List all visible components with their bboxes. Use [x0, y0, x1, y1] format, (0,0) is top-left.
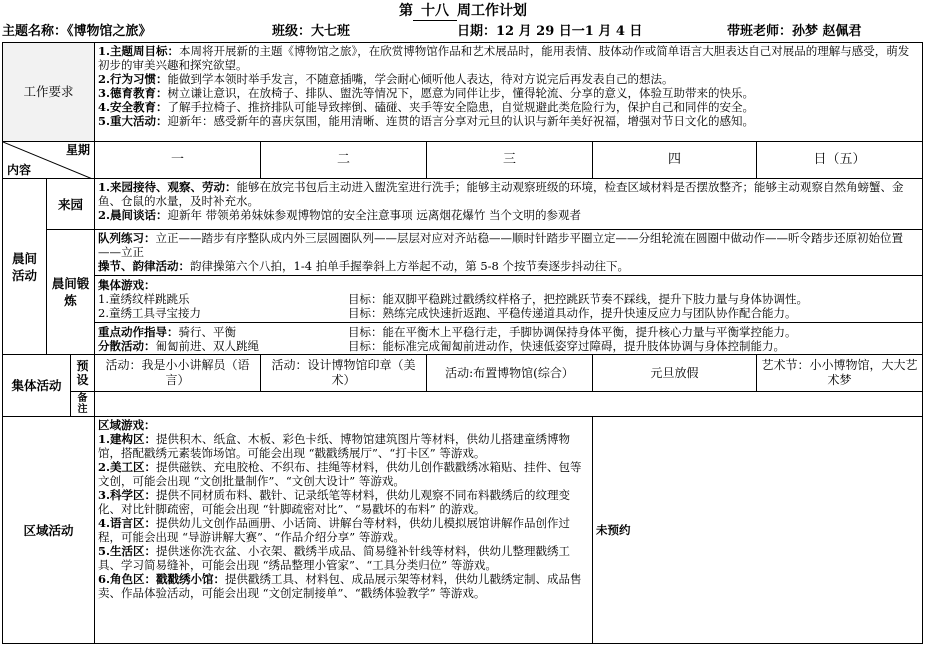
- group-notes-row: [3, 392, 923, 417]
- morning-activities-label: 晨间活动: [3, 179, 47, 355]
- rhythm-activity: 操节、韵律活动：韵律操第六个八拍，1-4 拍单手握拳斜上方举起不动，第 5-8 个按节奏逐步抖动往下。: [98, 259, 630, 273]
- arrival-label: 来园: [47, 179, 95, 230]
- day-friday: 日（五）: [757, 142, 923, 179]
- queue-practice: 队列练习：立正——踏步有序整队成内外三层圆圈队列——层层对应对齐站稳——顺时针踏步平圈立定——分组轮流在圆圈中做动作——听令踏步还原初始位置——立正: [98, 231, 904, 259]
- requirements-row: [3, 43, 923, 142]
- arrival-item: 1.来园接待、观察、劳动：能够在放完书包后主动进入盥洗室进行洗手；能够主动观察班级的环境，检查区域材料是否摆放整齐；能够主动观察自然角螃蟹、金鱼、仓鼠的水量，及时补充水。: [98, 180, 904, 208]
- arrival-item: 2.晨间谈话：迎新年 带领弟弟妹妹参观博物馆的安全注意事项 远离烟花爆竹 当个文明的参观者: [98, 208, 581, 222]
- title-suffix: 周工作计划: [457, 3, 527, 19]
- requirement-item: 3.德育教育：树立谦让意识，在放椅子、排队、盥洗等情况下，愿意为同伴让步，懂得轮流、分享的意义，体验互助带来的快乐。: [98, 86, 755, 100]
- plan-header: [2, 22, 922, 42]
- plan-table: [2, 42, 923, 644]
- notes-label: 备注: [71, 392, 95, 417]
- group-game-row: 1.童绣纹样跳跳乐 目标：能双脚平稳跳过戳绣纹样格子，把控跳跃节奏不踩线，提升下肢力量与身体协调性。: [98, 292, 809, 306]
- requirement-item: 5.重大活动：迎新年：感受新年的喜庆氛围，能用清晰、连贯的语言分享对元旦的认识与新年美好祝福，增强对节日文化的感知。: [98, 114, 755, 128]
- activity-friday: 艺术节：小小博物馆，大大艺术梦: [757, 355, 923, 392]
- area-item: 5.生活区：提供迷你洗衣盆、小衣架、戳绣半成品、简易缝补针线等材料，供幼儿整理戳绣工具、学习简易缝补，可能会出现 “绣品整理小管家”、“工具分类归位” 等游戏。: [98, 544, 571, 572]
- class-name: 班级：大七班: [272, 24, 351, 39]
- area-item: 1.建构区：提供积木、纸盒、木板、彩色卡纸、博物馆建筑图片等材料，供幼儿搭建童绣博物馆，搭配戳绣元素装饰场馆。可能会出现 “戳戳绣展厅”、“打卡区” 等游戏。: [98, 432, 571, 460]
- requirements-content: [95, 43, 923, 142]
- skill-row: 重点动作指导：骑行、平衡 目标：能在平衡木上平稳行走，手脚协调保持身体平衡，提升核心力量与平衡掌控能力。: [98, 325, 797, 339]
- requirement-item: 1.主题周目标：本周将开展新的主题《博物馆之旅》，在欣赏博物馆作品和艺术展品时，能用表情、肢体动作或简单语言大胆表达自己对展品的理解与感受，萌发初步的审美兴趣和探究欲望。: [98, 44, 910, 72]
- title-prefix: 第: [399, 3, 413, 19]
- day-thursday: 四: [593, 142, 757, 179]
- day-monday: 一: [95, 142, 261, 179]
- exercise-content: [95, 230, 923, 355]
- arrival-row: [3, 179, 923, 230]
- week-number: 十八: [413, 2, 457, 21]
- area-item: 6.角色区：戳戳绣小馆：提供戳绣工具、材料包、成品展示架等材料，供幼儿戳绣定制、成品售卖、作品体验活动，可能会出现 “文创定制接单”、“戳绣体验教学” 等游戏。: [98, 572, 582, 600]
- activity-tuesday: 活动：设计博物馆印章（美术）: [261, 355, 427, 392]
- day-tuesday: 二: [261, 142, 427, 179]
- content-label: 内容: [7, 163, 32, 177]
- weekday-header-row: [3, 142, 923, 179]
- requirement-item: 2.行为习惯：能做到学本领时举手发言，不随意插嘴，学会耐心倾听他人表达，待对方说完后再发表自己的想法。: [98, 72, 674, 86]
- activity-wednesday: 活动:布置博物馆(综合）: [427, 355, 593, 392]
- area-item: 2.美工区：提供磁铁、充电胶枪、不织布、挂绳等材料，供幼儿创作戳戳绣冰箱贴、挂件、包等文创，可能会出现 “文创批量制作”、“文创大设计” 等游戏。: [98, 460, 582, 488]
- date-range: 日期：12 月 29 日一1 月 4 日: [457, 24, 643, 39]
- arrival-content: [95, 179, 923, 230]
- area-games-title: 区域游戏：: [98, 418, 156, 432]
- requirements-label: 工作要求: [3, 43, 95, 142]
- page-title: [0, 2, 926, 21]
- teacher-names: 带班老师：孙梦 赵佩君: [727, 24, 862, 39]
- activity-monday: 活动：我是小小讲解员（语言）: [95, 355, 261, 392]
- area-games-row: [3, 417, 923, 644]
- skill-guidance: [95, 322, 922, 353]
- group-game-row: 2.童绣工具寻宝接力 目标：熟练完成快速折返跑、平稳传递道具动作，提升快速反应力与团队协作配合能力。: [98, 306, 797, 320]
- area-games-label: 区域活动: [3, 417, 95, 644]
- area-item: 4.语言区：提供幼儿文创作品画册、小话筒、讲解台等材料，供幼儿模拟展馆讲解作品创作过程，可能会出现 “导游讲解大赛”、“作品介绍分享” 等游戏。: [98, 516, 571, 544]
- weekday-diagonal-cell: [3, 142, 95, 179]
- theme-name: 主题名称：《博物馆之旅》: [2, 24, 152, 39]
- activity-thursday: 元旦放假: [593, 355, 757, 392]
- group-activities-row: [3, 355, 923, 392]
- weekday-label: 星期: [66, 143, 91, 157]
- area-games-content: [95, 417, 593, 644]
- area-side-note: 未预约: [593, 417, 923, 644]
- notes-content: [95, 392, 923, 417]
- day-wednesday: 三: [427, 142, 593, 179]
- exercise-row: [3, 230, 923, 355]
- area-item: 3.科学区：提供不同材质布料、戳针、记录纸笔等材料，供幼儿观察不同布料戳绣后的纹理变化、对比针脚疏密，可能会出现 “针脚疏密对比”、“易戳坏的布料” 的游戏。: [98, 488, 571, 516]
- requirement-item: 4.安全教育：了解手拉椅子、推挤排队可能导致摔倒、磕碰、夹手等安全隐患，自觉规避此类危险行为，保护自己和同伴的安全。: [98, 100, 755, 114]
- planned-label: 预设: [71, 355, 95, 392]
- group-games: 集体游戏： 1.童绣纹样跳跳乐 目标：能双脚平稳跳过戳绣纹样格子，把控跳跃节奏不踩线，提升下肢力量与身体协调性。 2.童绣工具寻宝接力 目标：熟练完成快速折返跑、平稳传递道具动作，提升快速反应力与团队协作配合能力。: [95, 275, 922, 320]
- group-activities-label: 集体活动: [3, 355, 71, 417]
- exercise-label: 晨间锻炼: [47, 230, 95, 355]
- skill-row: 分散活动：匍匐前进、双人跳绳 目标：能标准完成匍匐前进动作，快速低姿穿过障碍，提升肢体协调与身体控制能力。: [98, 339, 786, 353]
